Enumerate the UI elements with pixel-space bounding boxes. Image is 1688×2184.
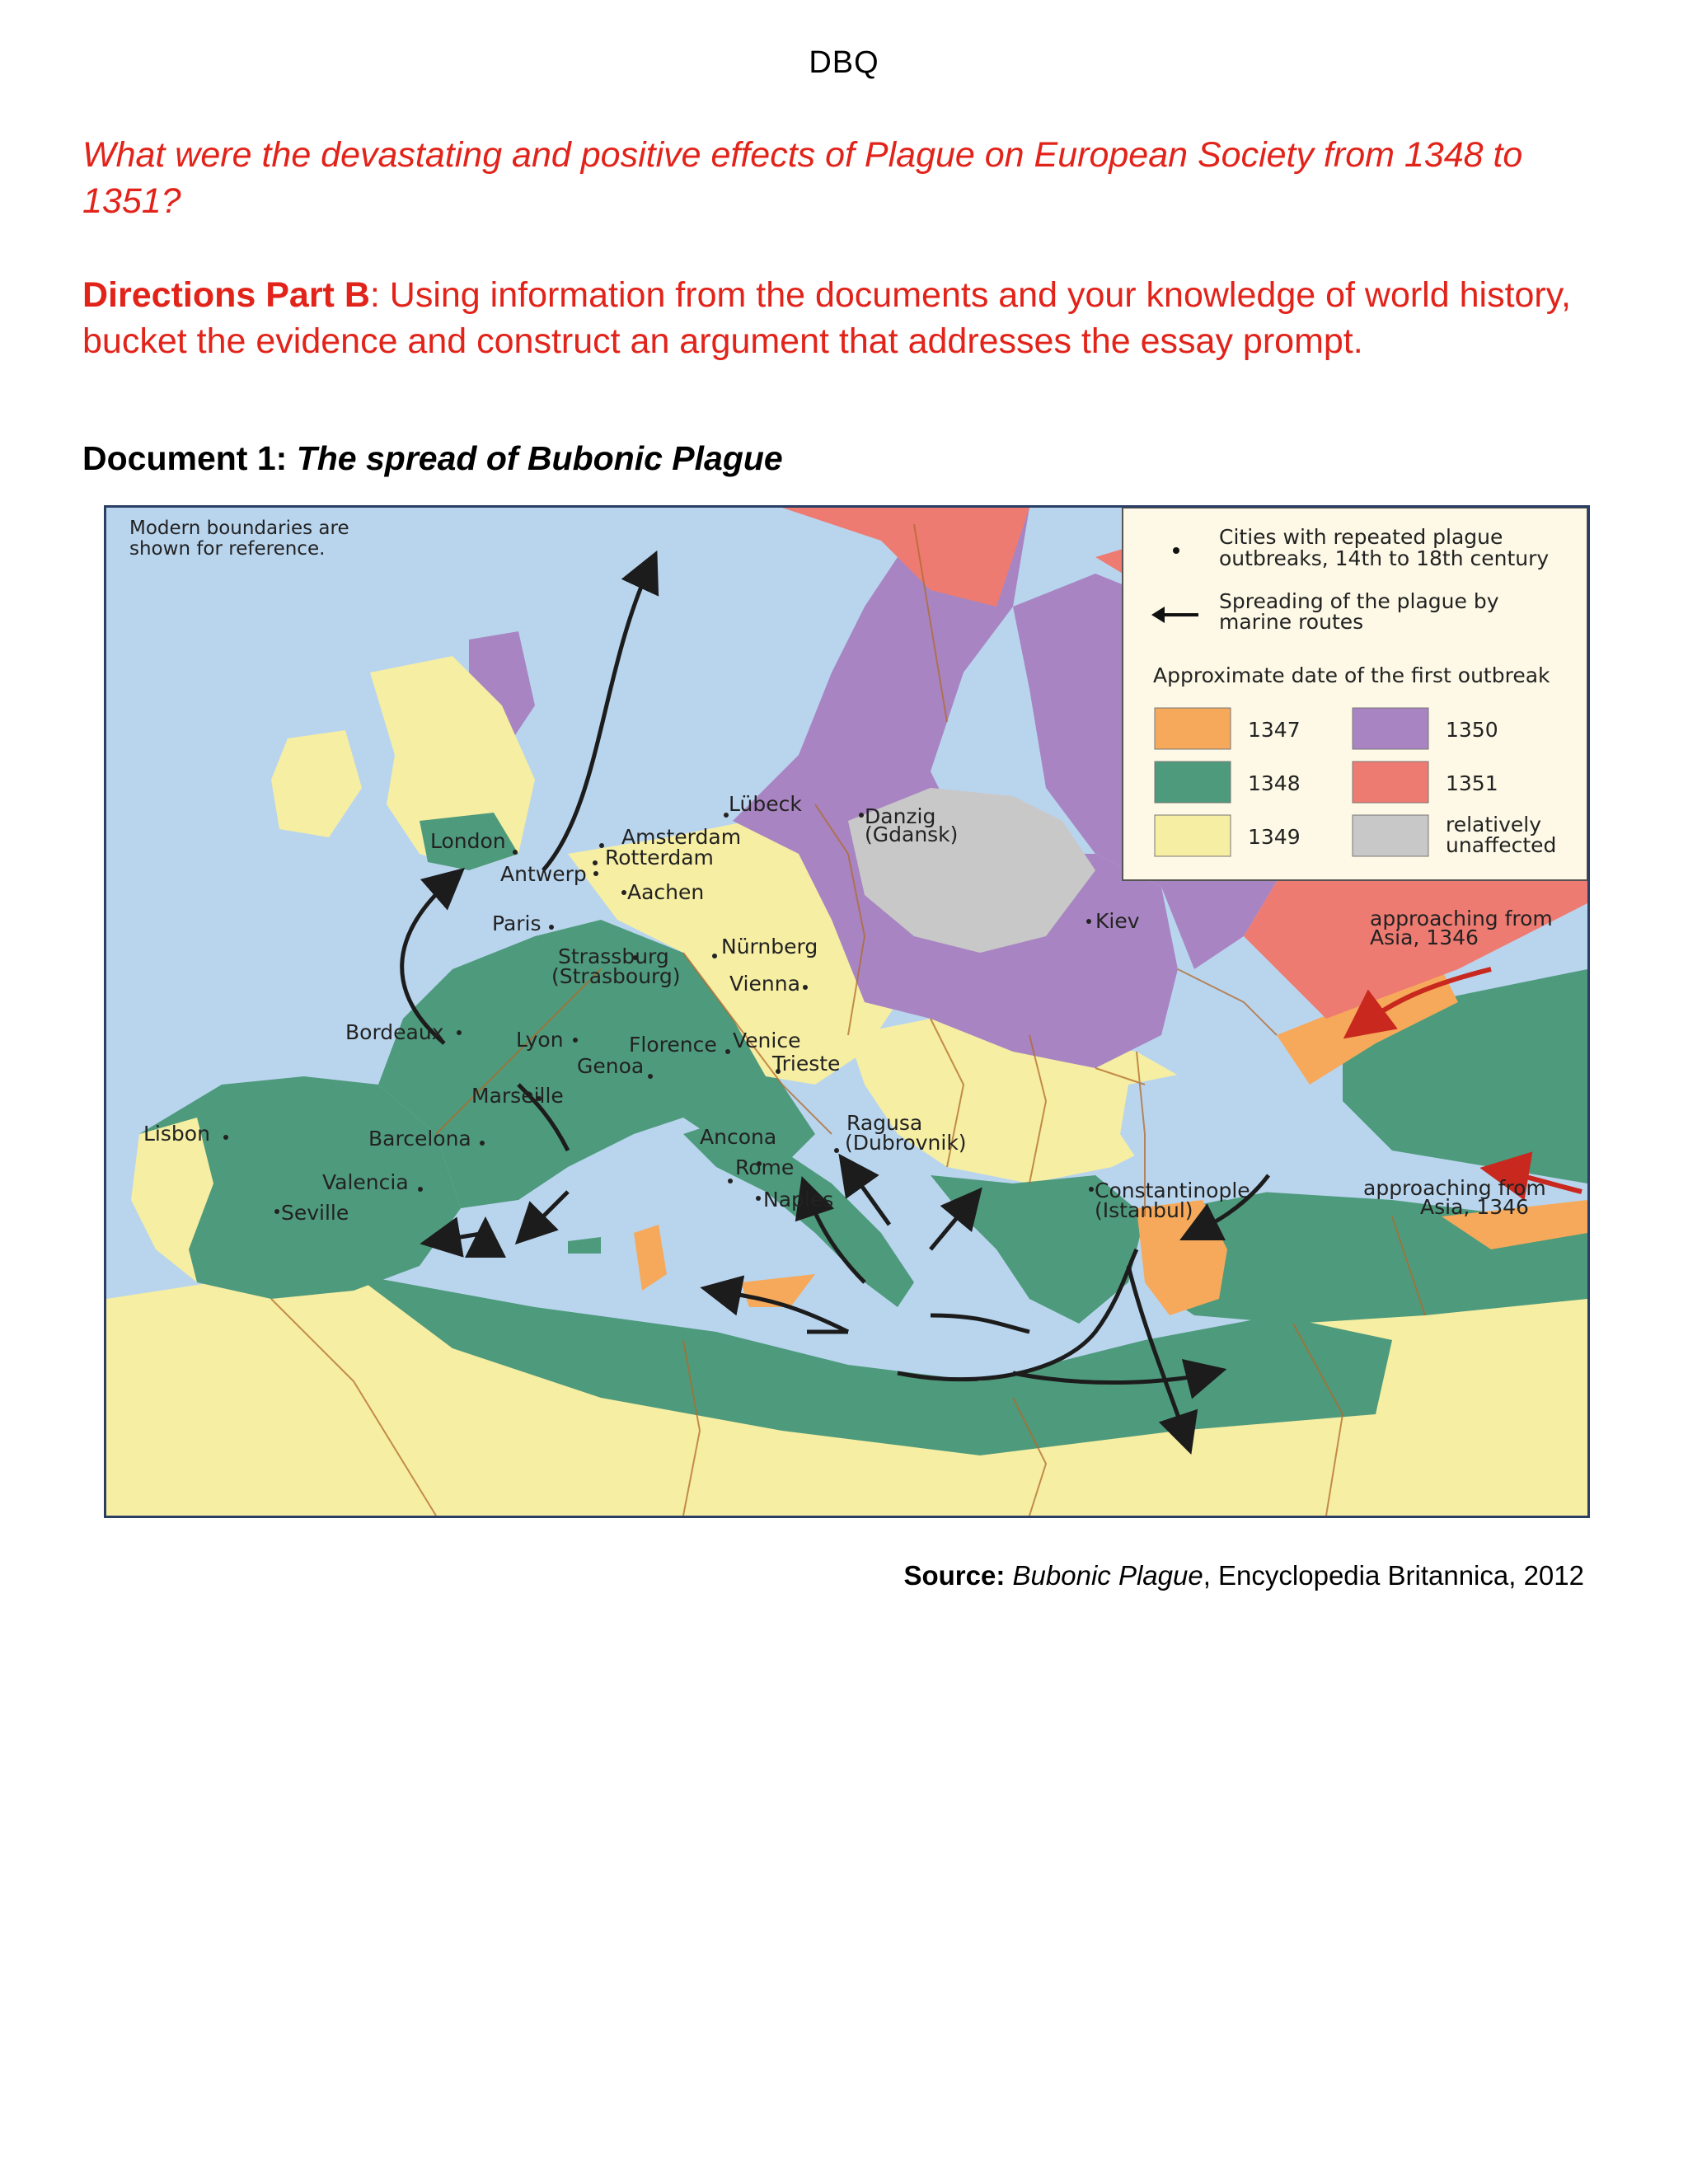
legend-dates-title: Approximate date of the first outbreak bbox=[1153, 663, 1550, 687]
legend-swatch-1348 bbox=[1155, 762, 1231, 803]
source-label: Source: bbox=[903, 1560, 1006, 1591]
city-gdansk: (Gdansk) bbox=[865, 823, 959, 846]
city-genoa: Genoa bbox=[577, 1054, 645, 1078]
city-amsterdam: Amsterdam bbox=[621, 825, 742, 849]
city-valencia: Valencia bbox=[322, 1170, 409, 1194]
city-danzig: Danzig bbox=[865, 804, 936, 828]
city-london: London bbox=[430, 829, 506, 853]
legend-label-1351: 1351 bbox=[1446, 771, 1498, 795]
map-note-line2: shown for reference. bbox=[129, 538, 326, 560]
city-nurnberg: Nürnberg bbox=[721, 935, 818, 958]
asia-top-line1: approaching from bbox=[1370, 907, 1553, 930]
city-strassburg: Strassburg bbox=[558, 944, 669, 968]
legend-swatch-1347 bbox=[1155, 708, 1231, 749]
asia-bottom-line2: Asia, 1346 bbox=[1420, 1195, 1529, 1219]
plague-map-svg bbox=[106, 508, 1587, 1516]
legend-cities-line1: Cities with repeated plague bbox=[1219, 525, 1503, 549]
city-antwerp: Antwerp bbox=[500, 862, 587, 886]
legend-cities-line2: outbreaks, 14th to 18th century bbox=[1219, 546, 1550, 570]
legend-swatch-unaffected bbox=[1353, 815, 1428, 856]
city-bordeaux: Bordeaux bbox=[345, 1020, 444, 1044]
city-barcelona: Barcelona bbox=[368, 1127, 471, 1151]
directions-text: : Using information from the documents and your knowledge of world history, bucket the evidence and construct an argument that addresses the essay prompt. bbox=[82, 275, 1572, 361]
city-strasbourg: (Strasbourg) bbox=[551, 964, 681, 988]
city-ragusa: Ragusa bbox=[846, 1111, 923, 1135]
page-header: DBQ bbox=[809, 45, 879, 80]
source-work: Bubonic Plague bbox=[1012, 1560, 1203, 1591]
city-lyon: Lyon bbox=[516, 1028, 564, 1052]
city-marseille: Marseille bbox=[471, 1084, 564, 1108]
legend-swatch-1351 bbox=[1353, 762, 1428, 803]
city-vienna: Vienna bbox=[729, 972, 800, 996]
directions-lead: Directions Part B bbox=[82, 275, 370, 315]
legend-marine-line2: marine routes bbox=[1219, 610, 1364, 634]
essay-question: What were the devastating and positive effects of Plague on European Society from 1348 to 1351? bbox=[82, 135, 1523, 221]
map-note-line1: Modern boundaries are bbox=[129, 518, 349, 539]
directions bbox=[82, 272, 1607, 364]
city-paris: Paris bbox=[492, 912, 542, 935]
city-rotterdam: Rotterdam bbox=[605, 846, 714, 869]
document-label: Document 1: bbox=[82, 439, 297, 477]
city-trieste: Trieste bbox=[772, 1052, 841, 1076]
legend-label-unaffected-2: unaffected bbox=[1446, 833, 1557, 857]
city-istanbul: (Istanbul) bbox=[1095, 1198, 1193, 1222]
asia-bottom-line1: approaching from bbox=[1363, 1176, 1546, 1200]
city-seville: Seville bbox=[281, 1201, 349, 1225]
city-constantinople: Constantinople bbox=[1095, 1179, 1250, 1202]
asia-top-line2: Asia, 1346 bbox=[1370, 926, 1479, 949]
legend-marine-line1: Spreading of the plague by bbox=[1219, 589, 1499, 613]
city-venice: Venice bbox=[733, 1029, 801, 1052]
city-dot-icon bbox=[1173, 547, 1179, 554]
city-florence: Florence bbox=[629, 1033, 717, 1057]
legend-label-1350: 1350 bbox=[1446, 718, 1498, 742]
city-rome: Rome bbox=[735, 1155, 795, 1179]
legend-swatch-1350 bbox=[1353, 708, 1428, 749]
city-kiev: Kiev bbox=[1095, 909, 1140, 933]
plague-map bbox=[104, 505, 1590, 1518]
map-legend bbox=[1123, 508, 1587, 880]
legend-swatch-1349 bbox=[1155, 815, 1231, 856]
city-lisbon: Lisbon bbox=[143, 1122, 210, 1146]
source-citation bbox=[903, 1560, 1584, 1591]
legend-label-1349: 1349 bbox=[1248, 825, 1301, 849]
city-aachen: Aachen bbox=[627, 880, 705, 904]
legend-label-unaffected-1: relatively bbox=[1446, 813, 1542, 837]
source-rest: , Encyclopedia Britannica, 2012 bbox=[1203, 1560, 1584, 1591]
legend-label-1348: 1348 bbox=[1248, 771, 1301, 795]
city-lubeck: Lübeck bbox=[729, 792, 802, 816]
legend-label-1347: 1347 bbox=[1248, 718, 1301, 742]
city-naples: Naples bbox=[763, 1188, 834, 1212]
document-heading bbox=[82, 439, 783, 478]
city-ancona: Ancona bbox=[700, 1125, 777, 1149]
city-dubrovnik: (Dubrovnik) bbox=[845, 1131, 967, 1155]
document-title: The spread of Bubonic Plague bbox=[296, 439, 783, 477]
